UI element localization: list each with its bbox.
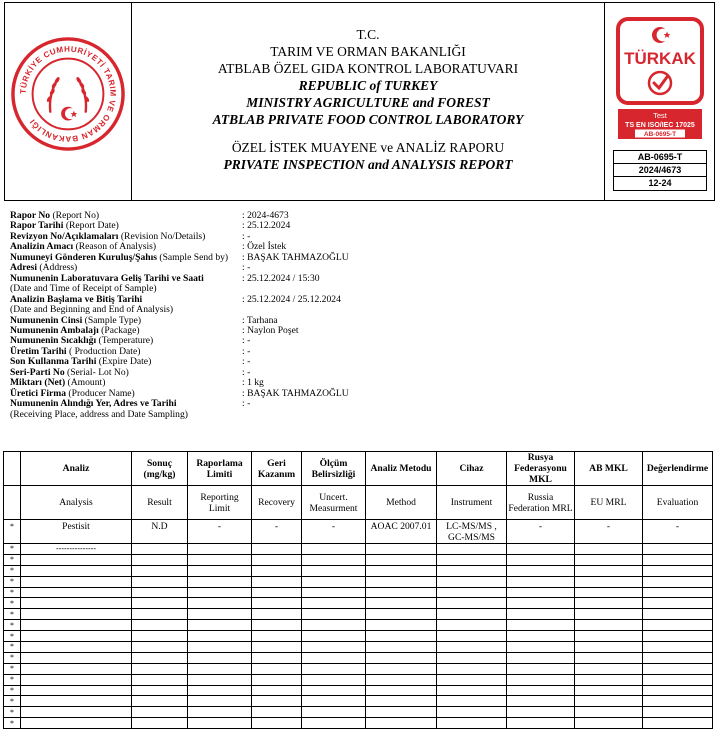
row-marker: * bbox=[4, 707, 21, 718]
header-tc: T.C. bbox=[356, 27, 380, 42]
table-row bbox=[4, 565, 713, 576]
header-cell-empty bbox=[4, 452, 21, 486]
info-row-sampling-place: Numunenin Alındığı Yer, Adres ve Tarihi : - bbox=[10, 398, 251, 410]
row-marker: * bbox=[4, 696, 21, 707]
turkak-logo-icon bbox=[615, 17, 705, 141]
info-row-sampling-place-sub: (Receiving Place, address and Date Sampling) bbox=[10, 408, 188, 420]
accreditation-cell bbox=[604, 3, 714, 200]
info-row-report-no: Rapor No (Report No) : 2024-4673 bbox=[10, 210, 289, 221]
report-code-box bbox=[613, 150, 707, 191]
table-row bbox=[4, 718, 713, 729]
header-ab-mkl: AB MKL bbox=[575, 452, 643, 486]
header-evaluation: Evaluation bbox=[643, 486, 713, 520]
header-ministry-en: MINISTRY AGRICULTURE and FOREST bbox=[246, 95, 490, 110]
info-row-amount: Miktarı (Net) (Amount) : 1 kg bbox=[10, 377, 264, 389]
turkak-standard: TS EN ISO/IEC 17025 bbox=[625, 122, 695, 129]
report-header bbox=[4, 2, 715, 201]
info-row-lot-no: Seri-Parti No (Serial- Lot No) : - bbox=[10, 366, 251, 378]
row-marker: * bbox=[4, 631, 21, 642]
row-marker: * bbox=[4, 685, 21, 696]
info-row-producer: Üretici Firma (Producer Name) : BAŞAK TAHMAZOĞLU bbox=[10, 387, 349, 399]
table-row bbox=[4, 652, 713, 663]
turkak-acc-no: AB-0695-T bbox=[643, 131, 677, 138]
header-eu-mrl: EU MRL bbox=[575, 486, 643, 520]
report-title-tr: ÖZEL İSTEK MUAYENE ve ANALİZ RAPORU bbox=[231, 140, 505, 155]
info-row-expire-date: Son Kullanma Tarihi (Expire Date) : - bbox=[10, 356, 251, 368]
header-geri-kazanim: Geri Kazanım bbox=[252, 452, 302, 486]
header-republic-en: REPUBLIC of TURKEY bbox=[298, 78, 438, 93]
table-row bbox=[4, 685, 713, 696]
header-raporlama-limiti: Raporlama Limiti bbox=[188, 452, 252, 486]
turkak-test: Test bbox=[653, 111, 667, 120]
row-marker: * bbox=[4, 718, 21, 729]
header-sonuc: Sonuç (mg/kg) bbox=[132, 452, 188, 486]
accreditation-number: AB-0695-T bbox=[614, 151, 706, 164]
info-row-analysis-dates: Analizin Başlama ve Bitiş Tarihi : 25.12.2024 / 25.12.2024 bbox=[10, 293, 341, 305]
table-row bbox=[4, 554, 713, 565]
seal-ring-text: TÜRKİYE CUMHURİYETİ TARIM VE ORMAN BAKANLIĞI bbox=[18, 44, 118, 144]
info-row-receipt: Numunenin Laboratuvara Geliş Tarihi ve Saati : 25.12.2024 / 15:30 bbox=[10, 272, 320, 284]
results-table-wrap bbox=[3, 451, 715, 728]
report-number-code: 2024/4673 bbox=[614, 164, 706, 177]
header-analiz-metodu: Analiz Metodu bbox=[366, 452, 437, 486]
table-header-en bbox=[4, 486, 713, 520]
header-titles bbox=[132, 3, 604, 200]
cell-instrument: LC-MS/MS , GC-MS/MS bbox=[437, 520, 507, 544]
month-year-code: 12-24 bbox=[648, 178, 672, 188]
table-row bbox=[4, 674, 713, 685]
table-header-tr bbox=[4, 452, 713, 486]
table-row bbox=[4, 609, 713, 620]
row-marker: * bbox=[4, 520, 21, 544]
results-table bbox=[3, 451, 713, 729]
info-row-package: Numunenin Ambalajı (Package) : Naylon Poşet bbox=[10, 324, 299, 336]
info-row-address: Adresi (Address) : - bbox=[10, 262, 251, 274]
cell-russia-mrl: - bbox=[507, 520, 575, 544]
info-row-reason: Analizin Amacı (Reason of Analysis) : Özel İstek bbox=[10, 241, 287, 253]
table-row bbox=[4, 696, 713, 707]
row-marker: * bbox=[4, 620, 21, 631]
row-marker: * bbox=[4, 576, 21, 587]
header-cell-empty bbox=[4, 486, 21, 520]
row-marker: * bbox=[4, 663, 21, 674]
info-row-sample-type: Numunenin Cinsi (Sample Type) : Tarhana bbox=[10, 314, 278, 326]
row-marker: * bbox=[4, 587, 21, 598]
turkak-brand: TÜRKAK bbox=[624, 49, 696, 68]
cell-reporting-limit: - bbox=[188, 520, 252, 544]
info-row-revision: Revizyon No/Açıklamaları (Revision No/Details) : - bbox=[10, 230, 251, 242]
table-row bbox=[4, 631, 713, 642]
header-rusya-mkl: Rusya Federasyonu MKL bbox=[507, 452, 575, 486]
cell-uncertainty: - bbox=[302, 520, 366, 544]
cell-eu-mrl: - bbox=[575, 520, 643, 544]
header-ministry-tr: TARIM VE ORMAN BAKANLIĞI bbox=[270, 44, 466, 59]
header-olcum-belirsizligi: Ölçüm Belirsizliği bbox=[302, 452, 366, 486]
info-row-report-date: Rapor Tarihi (Report Date) : 25.12.2024 bbox=[10, 220, 291, 232]
row-marker: * bbox=[4, 544, 21, 555]
cell-method: AOAC 2007.01 bbox=[366, 520, 437, 544]
ministry-seal-icon bbox=[9, 35, 127, 153]
table-row bbox=[4, 598, 713, 609]
table-row bbox=[4, 642, 713, 653]
row-marker: * bbox=[4, 565, 21, 576]
header-uncertainty: Uncert. Measurment bbox=[302, 486, 366, 520]
header-lab-tr: ATBLAB ÖZEL GIDA KONTROL LABORATUVARI bbox=[217, 61, 519, 76]
cell-evaluation: - bbox=[643, 520, 713, 544]
header-result: Result bbox=[132, 486, 188, 520]
table-row bbox=[4, 520, 713, 544]
table-row bbox=[4, 707, 713, 718]
row-marker: * bbox=[4, 652, 21, 663]
header-russia-mrl: Russia Federation MRL bbox=[507, 486, 575, 520]
table-row bbox=[4, 576, 713, 587]
row-marker: * bbox=[4, 674, 21, 685]
row-marker: * bbox=[4, 609, 21, 620]
row-marker: * bbox=[4, 598, 21, 609]
info-row-analysis-dates-sub: (Date and Beginning and End of Analysis) bbox=[10, 304, 174, 316]
header-analiz: Analiz bbox=[21, 452, 132, 486]
table-row bbox=[4, 587, 713, 598]
sample-info bbox=[10, 211, 710, 420]
header-degerlendirme: Değerlendirme bbox=[643, 452, 713, 486]
header-lab-en: ATBLAB PRIVATE FOOD CONTROL LABORATORY bbox=[212, 112, 524, 127]
header-analysis: Analysis bbox=[21, 486, 132, 520]
header-instrument: Instrument bbox=[437, 486, 507, 520]
info-row-receipt-sub: (Date and Time of Receipt of Sample) bbox=[10, 283, 157, 295]
header-reporting-limit: Reporting Limit bbox=[188, 486, 252, 520]
row-marker: * bbox=[4, 554, 21, 565]
header-method: Method bbox=[366, 486, 437, 520]
table-row bbox=[4, 544, 713, 555]
cell-dashes: --------------- bbox=[21, 544, 132, 555]
table-row bbox=[4, 620, 713, 631]
info-row-sender: Numuneyi Gönderen Kuruluş/Şahıs (Sample Send by) : BAŞAK TAHMAZOĞLU bbox=[10, 251, 349, 263]
cell-analysis: Pestisit bbox=[21, 520, 132, 544]
cell-result: N.D bbox=[132, 520, 188, 544]
header-recovery: Recovery bbox=[252, 486, 302, 520]
report-title-en: PRIVATE INSPECTION and ANALYSIS REPORT bbox=[223, 157, 513, 172]
table-row bbox=[4, 663, 713, 674]
info-row-temperature: Numunenin Sıcaklığı (Temperature) : - bbox=[10, 335, 251, 347]
header-cihaz: Cihaz bbox=[437, 452, 507, 486]
row-marker: * bbox=[4, 642, 21, 653]
ministry-logo-cell bbox=[5, 3, 132, 200]
info-row-production-date: Üretim Tarihi ( Production Date) : - bbox=[10, 345, 251, 357]
cell-recovery: - bbox=[252, 520, 302, 544]
